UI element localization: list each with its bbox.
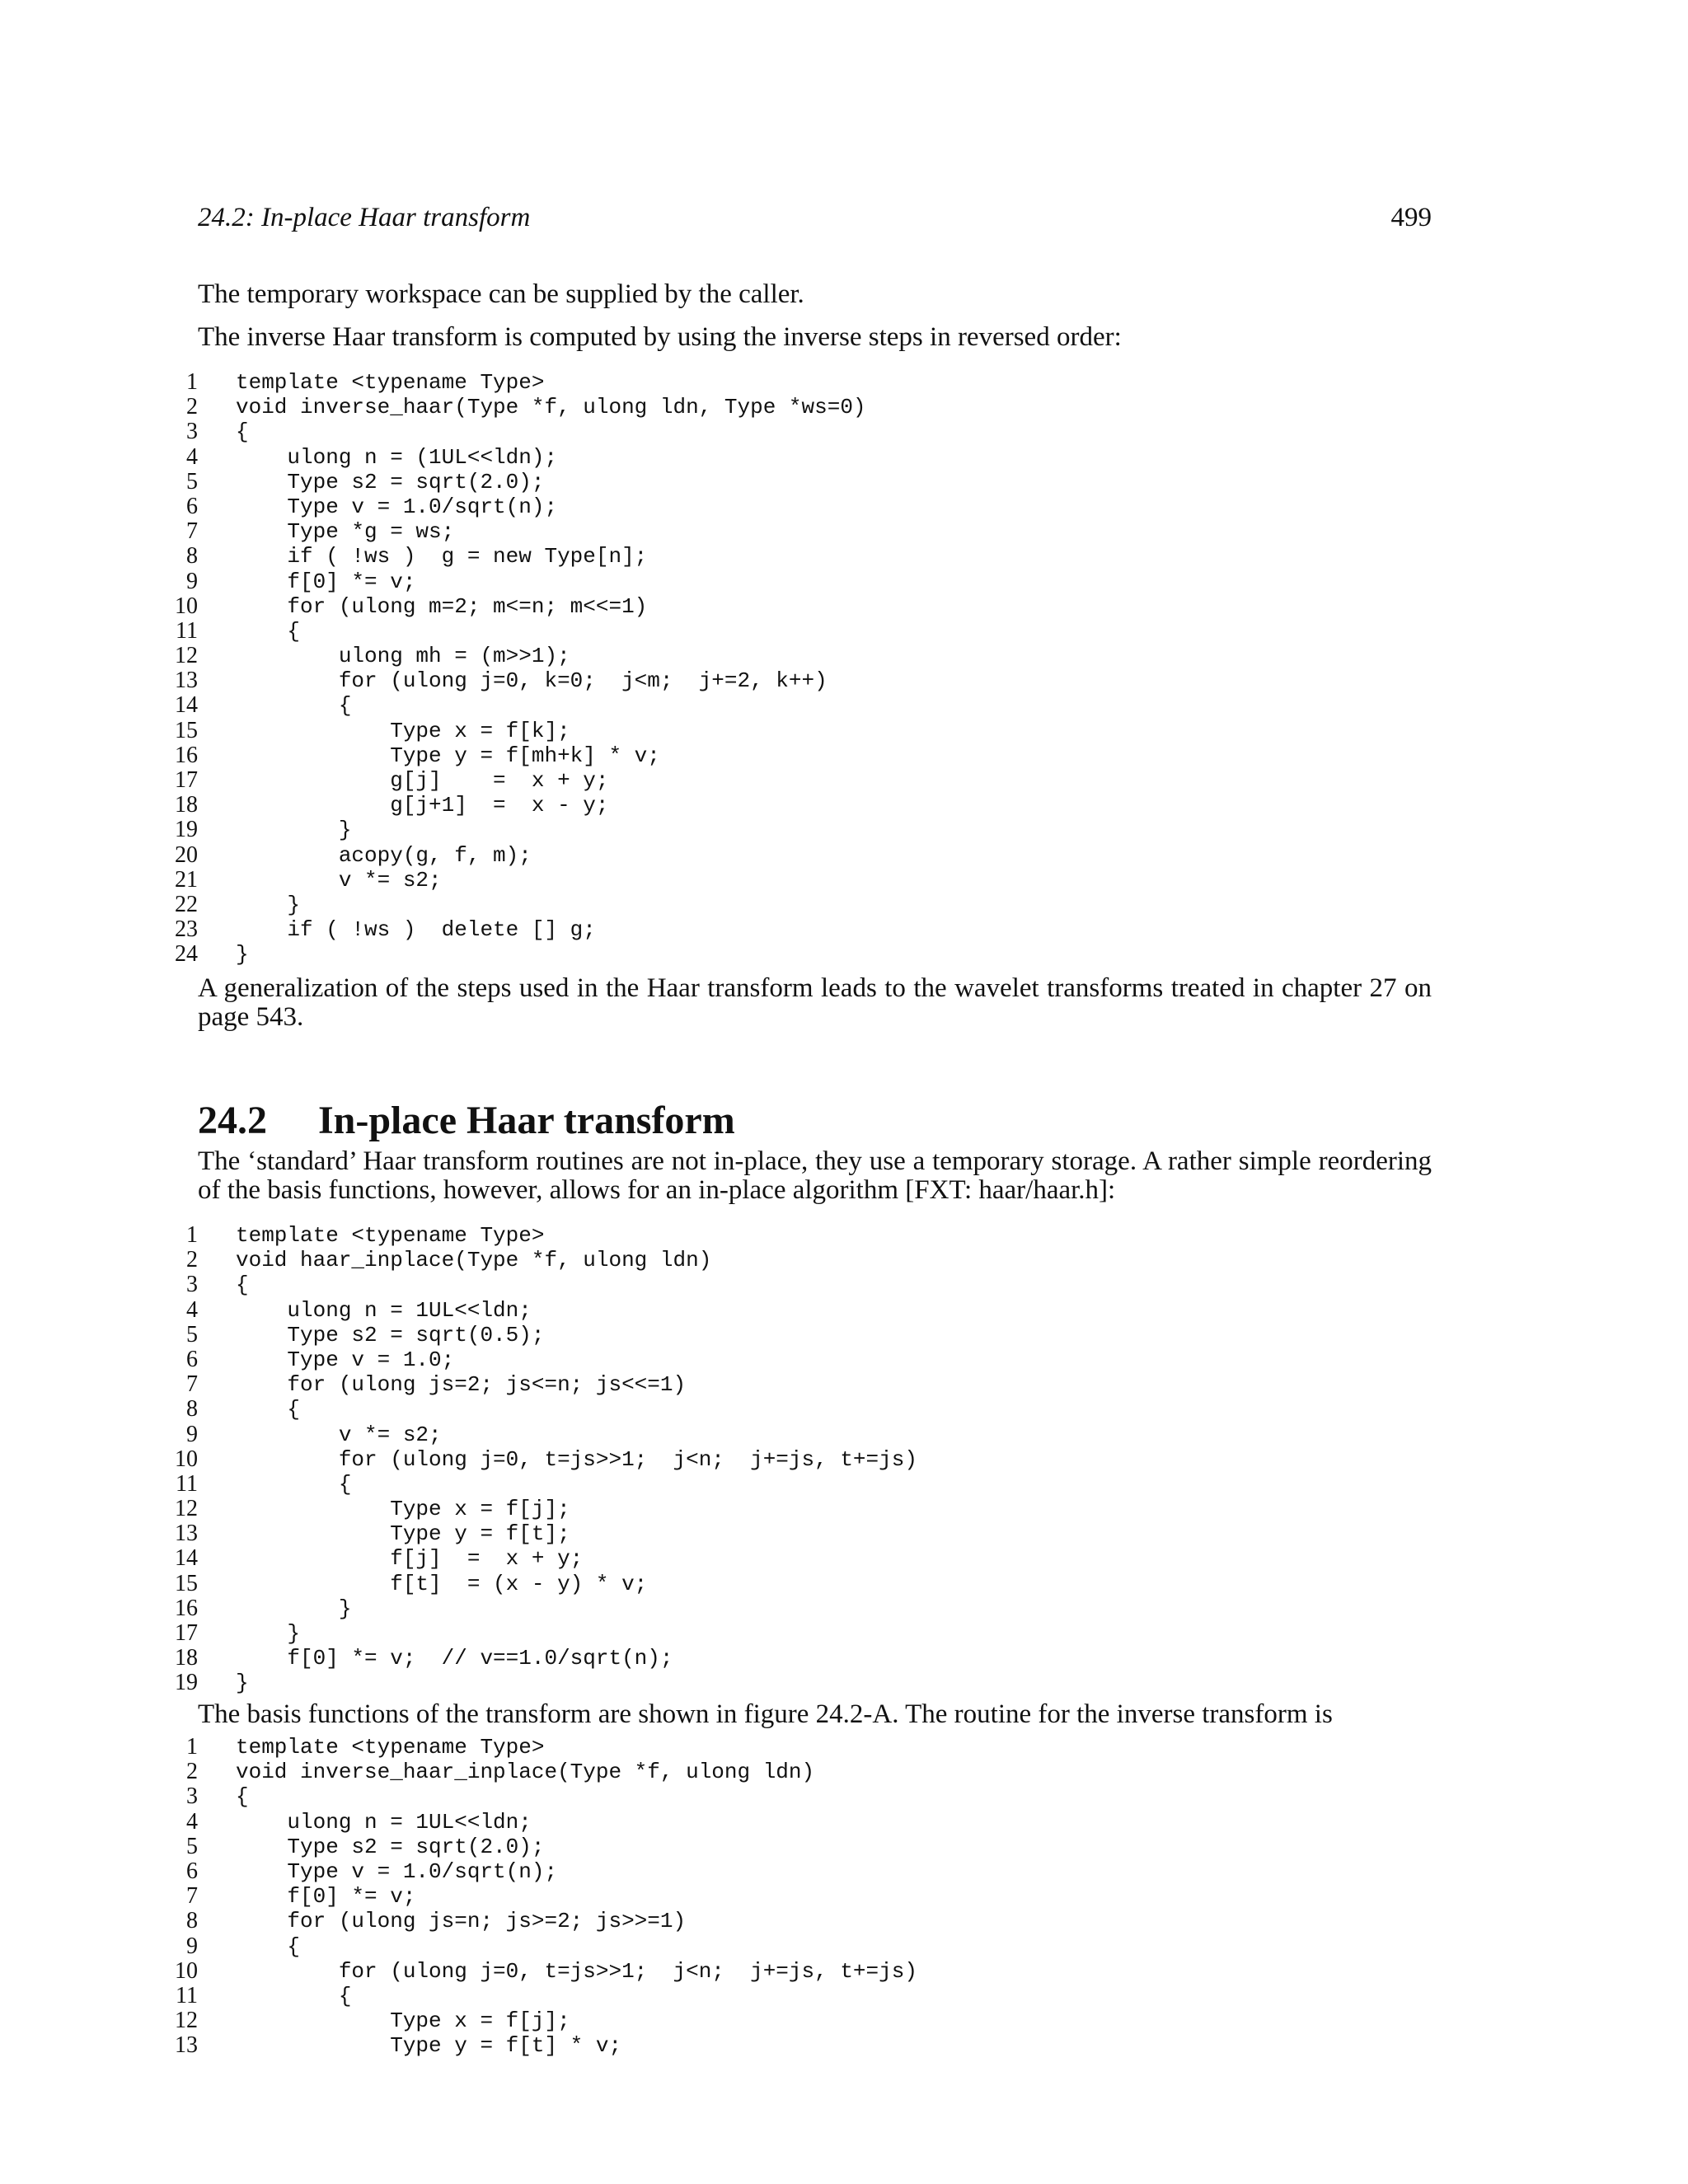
line-number: 21 bbox=[175, 866, 198, 893]
running-title: 24.2: In-place Haar transform bbox=[198, 203, 531, 232]
code-line bbox=[161, 419, 1447, 444]
line-number: 7 bbox=[186, 518, 198, 545]
line-number: 12 bbox=[175, 2008, 198, 2034]
code-line bbox=[161, 1959, 1447, 1984]
line-number: 17 bbox=[175, 1620, 198, 1646]
code-text: v *= s2; bbox=[236, 1422, 442, 1447]
line-number: 15 bbox=[175, 717, 198, 743]
line-number: 8 bbox=[186, 543, 198, 569]
code-text: } bbox=[236, 1596, 352, 1621]
code-line bbox=[161, 917, 1447, 942]
page-header bbox=[198, 203, 1432, 242]
line-number: 3 bbox=[186, 1783, 198, 1810]
line-number: 9 bbox=[186, 1933, 198, 1959]
code-text: template <typename Type> bbox=[236, 1735, 545, 1760]
code-line bbox=[161, 370, 1447, 395]
line-number: 6 bbox=[186, 1346, 198, 1372]
line-number: 8 bbox=[186, 1396, 198, 1422]
code-line bbox=[161, 494, 1447, 519]
code-line bbox=[161, 1323, 1447, 1347]
line-number: 1 bbox=[186, 369, 198, 395]
code-text: { bbox=[236, 1397, 301, 1422]
code-text: v *= s2; bbox=[236, 867, 442, 893]
code-line bbox=[161, 1859, 1447, 1884]
code-line bbox=[161, 1223, 1447, 1248]
line-number: 16 bbox=[175, 742, 198, 768]
code-text: } bbox=[236, 1671, 249, 1696]
code-listing-inverse-haar bbox=[161, 370, 1447, 968]
line-number: 8 bbox=[186, 1908, 198, 1934]
code-text: Type v = 1.0/sqrt(n); bbox=[236, 1858, 558, 1884]
line-number: 6 bbox=[186, 1858, 198, 1884]
code-line bbox=[161, 619, 1447, 644]
code-line bbox=[161, 843, 1447, 868]
code-line bbox=[161, 1497, 1447, 1521]
code-text: if ( !ws ) g = new Type[n]; bbox=[236, 544, 648, 569]
code-text: } bbox=[236, 818, 352, 843]
line-number: 3 bbox=[186, 419, 198, 445]
code-line bbox=[161, 1248, 1447, 1272]
code-text: { bbox=[236, 419, 249, 445]
code-line bbox=[161, 1984, 1447, 2008]
paragraph-inverse-intro: The inverse Haar transform is computed by using the inverse steps in reversed order: bbox=[198, 322, 1122, 352]
code-listing-haar-inplace bbox=[161, 1223, 1447, 1696]
section-heading bbox=[198, 1096, 735, 1146]
code-line bbox=[161, 2008, 1447, 2033]
code-line bbox=[161, 1372, 1447, 1397]
code-text: template <typename Type> bbox=[236, 370, 545, 395]
line-number: 15 bbox=[175, 1570, 198, 1596]
code-text: } bbox=[236, 1621, 301, 1646]
code-text: Type v = 1.0; bbox=[236, 1347, 455, 1372]
code-text: if ( !ws ) delete [] g; bbox=[236, 917, 596, 943]
line-number: 16 bbox=[175, 1595, 198, 1621]
code-text: } bbox=[236, 892, 301, 917]
code-text: for (ulong js=n; js>=2; js>>=1) bbox=[236, 1909, 687, 1934]
code-line bbox=[161, 1909, 1447, 1933]
code-line bbox=[161, 768, 1447, 793]
line-number: 4 bbox=[186, 443, 198, 470]
code-text: acopy(g, f, m); bbox=[236, 842, 532, 868]
code-line bbox=[161, 1272, 1447, 1297]
code-listing-inverse-haar-inplace bbox=[161, 1735, 1447, 2058]
code-text: for (ulong j=0, k=0; j<m; j+=2, k++) bbox=[236, 668, 828, 694]
code-text: for (ulong m=2; m<=n; m<<=1) bbox=[236, 593, 648, 619]
code-text: ulong n = (1UL<<ldn); bbox=[236, 444, 558, 470]
code-line bbox=[161, 1397, 1447, 1422]
code-line bbox=[161, 719, 1447, 743]
code-text: Type v = 1.0/sqrt(n); bbox=[236, 494, 558, 519]
code-line bbox=[161, 1760, 1447, 1784]
code-line bbox=[161, 818, 1447, 842]
code-text: Type y = f[mh+k] * v; bbox=[236, 743, 660, 768]
code-text: { bbox=[236, 693, 352, 719]
code-text: { bbox=[236, 618, 301, 644]
line-number: 4 bbox=[186, 1808, 198, 1835]
paragraph-workspace: The temporary workspace can be supplied by the caller. bbox=[198, 279, 804, 309]
line-number: 7 bbox=[186, 1371, 198, 1398]
code-text: void inverse_haar(Type *f, ulong ldn, Type *ws=0) bbox=[236, 395, 866, 420]
line-number: 13 bbox=[175, 2032, 198, 2059]
code-line bbox=[161, 1472, 1447, 1497]
code-text: } bbox=[236, 942, 249, 968]
code-text: f[t] = (x - y) * v; bbox=[236, 1571, 648, 1596]
code-text: for (ulong j=0, t=js>>1; j<n; j+=js, t+=js) bbox=[236, 1446, 917, 1472]
code-text: Type x = f[k]; bbox=[236, 718, 570, 743]
code-text: Type s2 = sqrt(2.0); bbox=[236, 469, 545, 494]
line-number: 9 bbox=[186, 1421, 198, 1447]
line-number: 17 bbox=[175, 767, 198, 793]
code-text: for (ulong js=2; js<=n; js<<=1) bbox=[236, 1372, 687, 1398]
code-text: Type *g = ws; bbox=[236, 519, 455, 545]
paragraph-generalization: A generalization of the steps used in the Haar transform leads to the wavelet transforms treated in chapter 27 on page 543. bbox=[198, 973, 1432, 1032]
code-line bbox=[161, 693, 1447, 718]
line-number: 11 bbox=[176, 1982, 198, 2008]
line-number: 2 bbox=[186, 1759, 198, 1785]
line-number: 6 bbox=[186, 493, 198, 519]
line-number: 5 bbox=[186, 1321, 198, 1347]
code-line bbox=[161, 1347, 1447, 1372]
code-line bbox=[161, 1646, 1447, 1671]
line-number: 24 bbox=[175, 941, 198, 968]
code-text: Type y = f[t] * v; bbox=[236, 2033, 622, 2059]
code-text: g[j] = x + y; bbox=[236, 768, 609, 793]
line-number: 20 bbox=[175, 841, 198, 868]
code-line bbox=[161, 594, 1447, 619]
line-number: 3 bbox=[186, 1272, 198, 1298]
paragraph-basis-functions: The basis functions of the transform are shown in figure 24.2-A. The routine for the inverse transform is bbox=[198, 1699, 1333, 1729]
code-line bbox=[161, 1671, 1447, 1695]
code-line bbox=[161, 868, 1447, 893]
line-number: 18 bbox=[175, 792, 198, 818]
code-line bbox=[161, 1298, 1447, 1323]
line-number: 5 bbox=[186, 468, 198, 494]
code-line bbox=[161, 1596, 1447, 1621]
code-text: { bbox=[236, 1933, 301, 1959]
code-line bbox=[161, 569, 1447, 594]
line-number: 2 bbox=[186, 1247, 198, 1273]
code-text: void haar_inplace(Type *f, ulong ldn) bbox=[236, 1248, 712, 1273]
code-text: Type x = f[j]; bbox=[236, 1497, 570, 1522]
code-line bbox=[161, 1735, 1447, 1760]
line-number: 22 bbox=[175, 891, 198, 917]
section-number: 24.2 bbox=[198, 1098, 267, 1142]
line-number: 18 bbox=[175, 1645, 198, 1671]
code-line bbox=[161, 1447, 1447, 1472]
line-number: 13 bbox=[175, 1521, 198, 1547]
code-text: { bbox=[236, 1983, 352, 2008]
line-number: 12 bbox=[175, 643, 198, 669]
code-text: ulong n = 1UL<<ldn; bbox=[236, 1297, 532, 1323]
code-line bbox=[161, 644, 1447, 668]
code-line bbox=[161, 1621, 1447, 1646]
code-line bbox=[161, 1810, 1447, 1835]
page-number: 499 bbox=[1390, 203, 1432, 232]
line-number: 19 bbox=[175, 817, 198, 843]
code-text: template <typename Type> bbox=[236, 1223, 545, 1248]
line-number: 9 bbox=[186, 568, 198, 594]
code-line bbox=[161, 544, 1447, 569]
code-text: f[0] *= v; bbox=[236, 1884, 416, 1910]
code-text: { bbox=[236, 1784, 249, 1810]
code-line bbox=[161, 893, 1447, 917]
line-number: 19 bbox=[175, 1670, 198, 1696]
line-number: 1 bbox=[186, 1222, 198, 1248]
code-line bbox=[161, 445, 1447, 470]
line-number: 10 bbox=[175, 1957, 198, 1984]
code-line bbox=[161, 470, 1447, 494]
line-number: 11 bbox=[176, 1470, 198, 1497]
code-line bbox=[161, 2033, 1447, 2058]
code-line bbox=[161, 1934, 1447, 1959]
code-line bbox=[161, 519, 1447, 544]
code-line bbox=[161, 1835, 1447, 1859]
line-number: 1 bbox=[186, 1734, 198, 1760]
code-text: Type x = f[j]; bbox=[236, 2008, 570, 2034]
code-text: Type s2 = sqrt(0.5); bbox=[236, 1322, 545, 1347]
code-text: { bbox=[236, 1471, 352, 1497]
line-number: 10 bbox=[175, 1446, 198, 1472]
section-title: In-place Haar transform bbox=[318, 1098, 735, 1142]
line-number: 2 bbox=[186, 394, 198, 420]
line-number: 7 bbox=[186, 1883, 198, 1910]
paragraph-inplace-intro: The ‘standard’ Haar transform routines are not in-place, they use a temporary storage. A rather simple reordering of the basis functions, however, allows for an in-place algorithm [FXT: haar/haar.h]: bbox=[198, 1146, 1432, 1205]
code-line bbox=[161, 668, 1447, 693]
code-text: for (ulong j=0, t=js>>1; j<n; j+=js, t+=js) bbox=[236, 1958, 917, 1984]
line-number: 23 bbox=[175, 916, 198, 943]
code-text: Type y = f[t]; bbox=[236, 1521, 570, 1547]
line-number: 14 bbox=[175, 1545, 198, 1572]
code-text: void inverse_haar_inplace(Type *f, ulong ldn) bbox=[236, 1760, 815, 1785]
code-text: { bbox=[236, 1272, 249, 1298]
line-number: 5 bbox=[186, 1833, 198, 1859]
code-line bbox=[161, 1784, 1447, 1809]
code-text: ulong mh = (m>>1); bbox=[236, 644, 570, 669]
line-number: 11 bbox=[176, 617, 198, 644]
code-text: g[j+1] = x - y; bbox=[236, 793, 609, 818]
code-text: Type s2 = sqrt(2.0); bbox=[236, 1834, 545, 1859]
code-text: ulong n = 1UL<<ldn; bbox=[236, 1809, 532, 1835]
line-number: 10 bbox=[175, 593, 198, 619]
line-number: 4 bbox=[186, 1296, 198, 1323]
line-number: 14 bbox=[175, 692, 198, 719]
code-line bbox=[161, 1546, 1447, 1571]
code-text: f[0] *= v; // v==1.0/sqrt(n); bbox=[236, 1646, 673, 1671]
code-text: f[j] = x + y; bbox=[236, 1546, 584, 1572]
code-line bbox=[161, 395, 1447, 419]
code-text: f[0] *= v; bbox=[236, 569, 416, 594]
code-line bbox=[161, 1884, 1447, 1909]
code-line bbox=[161, 1422, 1447, 1447]
code-line bbox=[161, 743, 1447, 768]
code-line bbox=[161, 1521, 1447, 1546]
code-line bbox=[161, 942, 1447, 967]
line-number: 12 bbox=[175, 1496, 198, 1522]
code-line bbox=[161, 1572, 1447, 1596]
code-line bbox=[161, 793, 1447, 818]
line-number: 13 bbox=[175, 668, 198, 694]
